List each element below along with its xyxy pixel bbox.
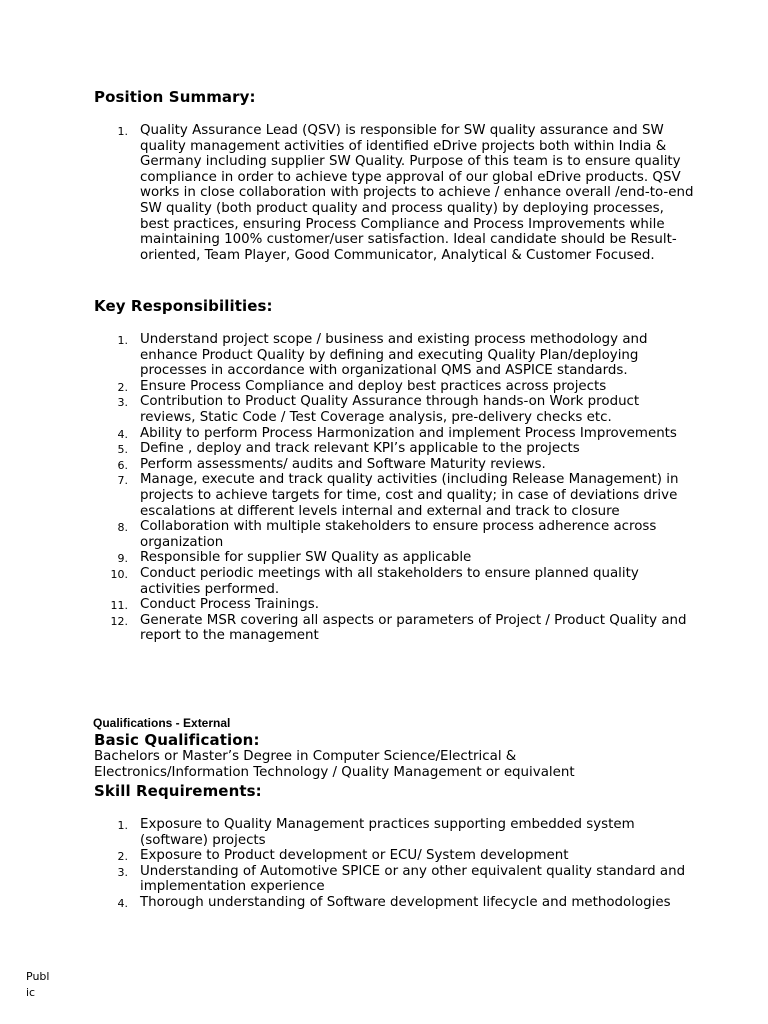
list-item [94,597,694,613]
key-responsibilities-heading: Key Responsibilities: [94,297,273,315]
list-item-number: 5. [117,443,128,457]
list-item-number: 2. [117,850,128,864]
list-item [94,123,694,263]
list-item-number: 4. [117,427,128,441]
list-item-number: 1. [117,819,128,832]
basic-qualification-text: Bachelors or Master’s Degree in Computer Science/Electrical & Electronics/Information Technology / Quality Management or equivalent [94,749,575,780]
list-item [94,441,694,457]
list-item-text: Thorough understanding of Software development lifecycle and methodologies [140,894,671,910]
skill-requirements-heading: Skill Requirements: [94,782,262,800]
list-item-number: 3. [117,396,128,410]
basic-qualification-heading: Basic Qualification: [94,731,260,749]
list-item [94,457,694,473]
list-item-text: Collaboration with multiple stakeholders to ensure process adherence across organization [140,519,657,550]
list-item [94,519,694,550]
list-item-text: Conduct periodic meetings with all stakeholders to ensure planned quality activities performed. [140,565,639,597]
list-item-text: Understanding of Automotive SPICE or any other equivalent quality standard and implementation experience [140,863,686,895]
list-item-text: Perform assessments/ audits and Software Maturity reviews. [140,456,546,472]
list-item-text: Ability to perform Process Harmonization and implement Process Improvements [140,425,677,441]
list-item [94,864,694,895]
list-item [94,613,694,644]
key-responsibilities-list [94,332,694,644]
list-item-number: 6. [117,458,128,472]
list-item [94,895,694,911]
list-item-text: Ensure Process Compliance and deploy best practices across projects [140,378,607,394]
list-item [94,332,694,379]
list-item [94,394,694,425]
list-item-number: 12. [110,614,128,628]
list-item-text: Exposure to Product development or ECU/ System development [140,848,569,864]
list-item-number: 1. [117,334,128,347]
position-summary-heading: Position Summary: [94,88,256,106]
list-item-number: 9. [117,552,128,566]
list-item [94,848,694,864]
list-item [94,550,694,566]
list-item-text: Contribution to Product Quality Assurance through hands-on Work product reviews, Static Code / Test Coverage analysis, pre-delivery checks etc. [140,394,640,425]
list-item-text: Exposure to Quality Management practices supporting embedded system (software) projects [140,817,635,848]
classification-footer: Public [26,970,50,999]
list-item-text: Understand project scope / business and existing process methodology and enhance Product Quality by defining and executing Quality Plan/deploying processes in accordance with organizational QMS and ASPICE standards. [140,332,648,379]
list-item-number: 11. [110,599,128,613]
list-item-number: 2. [117,380,128,394]
list-item-number: 10. [110,567,128,581]
list-item [94,472,694,519]
list-item-text: Responsible for supplier SW Quality as applicable [140,550,472,566]
list-item [94,566,694,597]
list-item-number: 8. [117,521,128,535]
list-item-number: 7. [117,474,128,488]
list-item-text: Define , deploy and track relevant KPI’s applicable to the projects [140,441,580,457]
list-item [94,817,694,848]
list-item-text: Quality Assurance Lead (QSV) is responsible for SW quality assurance and SW quality management activities of identified eDrive projects both within India & Germany including supplier SW Quality. Purpose of this team is to ensure quality compliance in order to achieve type approval of our global eDrive products. QSV works in close collaboration with projects to achieve / enhance overall /end-to-end SW quality (both product quality and process quality) by deploying processes, best practices, ensuring Process Compliance and Process Improvements while maintaining 100% customer/user satisfaction. Ideal candidate should be Result-oriented, Team Player, Good Communicator, Analytical & Customer Focused. [140,123,694,263]
list-item-text: Generate MSR covering all aspects or parameters of Project / Product Quality and report to the management [140,612,687,644]
list-item-text: Conduct Process Trainings. [140,597,320,613]
skill-requirements-list [94,817,694,911]
position-summary-list [94,123,694,263]
qualifications-label: Qualifications - External [93,716,231,730]
list-item-number: 3. [117,865,128,879]
list-item [94,379,694,395]
list-item-number: 1. [117,125,128,138]
list-item-number: 4. [117,896,128,910]
list-item [94,426,694,442]
list-item-text: Manage, execute and track quality activities (including Release Management) in projects to achieve targets for time, cost and quality; in case of deviations drive escalations at different levels internal and external and track to closure [140,472,679,519]
